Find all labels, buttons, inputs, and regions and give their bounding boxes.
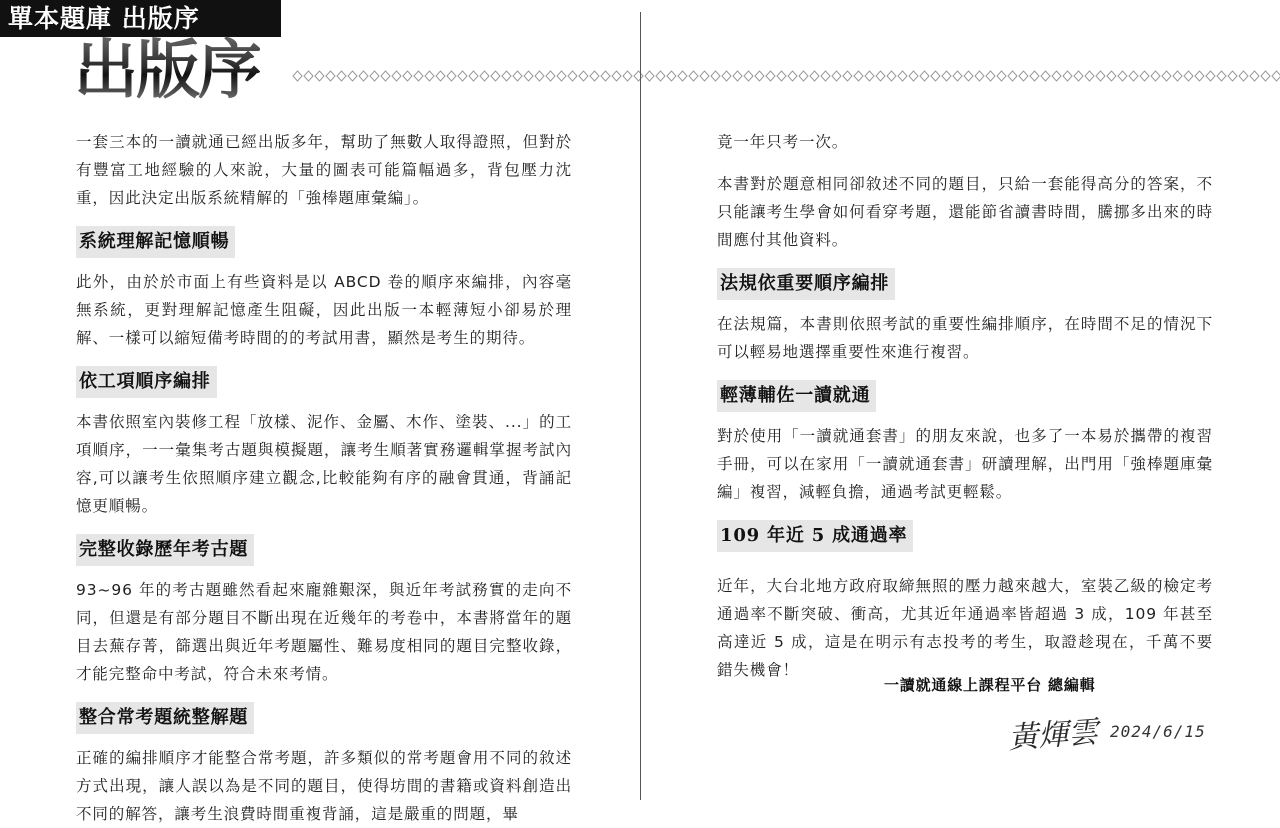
section-body: 93~96 年的考古題雖然看起來龐雜艱深，與近年考試務實的走向不同，但還是有部分題目不斷出現在近幾年的考卷中，本書將當年的題目去蕪存菁，篩選出與近年考題屬性、難易度相同的題目完整收錄，才能完整命中考試，符合未來考情。 [76,581,572,683]
signature-name: 黃煇雲 [1007,714,1100,757]
section-order [76,366,572,520]
section-regulations [717,268,1213,366]
section-body: 近年，大台北地方政府取締無照的壓力越來越大，室裝乙級的檢定考通過率不斷突破、衝高，尤其近年通過率皆超過 3 成，109 年甚至高達近 5 成，這是在明示有志投考的考生，取證趁現在，千萬不要錯失機會！ [717,577,1213,679]
continuation-paragraph: 竟一年只考一次。 [717,133,849,151]
intro-paragraph: 一套三本的一讀就通已經出版多年，幫助了無數人取得證照，但對於有豐富工地經驗的人來說，大量的圖表可能篇幅過多，背包壓力沈重，因此決定出版系統精解的「強棒題庫彙編」。 [76,133,572,207]
intro-paragraph-2: 本書對於題意相同卻敘述不同的題目，只給一套能得高分的答案，不只能讓考生學會如何看穿考題，還能節省讀書時間，騰挪多出來的時間應付其他資料。 [717,175,1213,249]
page-divider [640,12,641,800]
section-body: 在法規篇，本書則依照考試的重要性編排順序，在時間不足的情況下可以輕易地選擇重要性來進行複習。 [717,315,1213,361]
section-integrate [76,702,572,828]
editor-credit: 一讀就通線上課程平台 總編輯 [884,676,1096,694]
section-heading: 系統理解記憶順暢 [76,226,235,258]
decorative-diamond-border [292,68,1280,84]
page-title: 出版序 [74,34,260,108]
section-heading: 輕薄輔佐一讀就通 [717,380,876,412]
section-body: 正確的編排順序才能整合常考題，許多類似的常考題會用不同的敘述方式出現，讓人誤以為是不同的題目，使得坊間的書籍或資料創造出不同的解答，讓考生浪費時間重複背誦，這是嚴重的問題，畢 [76,749,572,823]
section-past-exams [76,534,572,688]
signature-date: 2024/6/15 [1110,722,1206,741]
section-heading: 整合常考題統整解題 [76,702,254,734]
section-heading: 完整收錄歷年考古題 [76,534,254,566]
section-body: 此外，由於於市面上有些資料是以 ABCD 卷的順序來編排，內容毫無系統，更對理解記憶產生阻礙，因此出版一本輕薄短小卻易於理解、一樣可以縮短備考時間的的考試用書，顯然是考生的期待。 [76,273,572,347]
right-column [717,128,1213,684]
section-body: 對於使用「一讀就通套書」的朋友來說，也多了一本易於攜帶的複習手冊，可以在家用「一讀就通套書」研讀理解，出門用「強棒題庫彙編」複習，減輕負擔，通過考試更輕鬆。 [717,427,1213,501]
section-heading: 109 年近 5 成通過率 [717,520,913,552]
section-body: 本書依照室內裝修工程「放樣、泥作、金屬、木作、塗裝、...」的工項順序，一一彙集考古題與模擬題，讓考生順著實務邏輯掌握考試內容,可以讓考生依照順序建立觀念,比較能夠有序的融會貫通，背誦記憶更順暢。 [76,413,572,515]
section-lightweight [717,380,1213,506]
section-systematic [76,226,572,352]
section-heading: 法規依重要順序編排 [717,268,895,300]
section-pass-rate [717,520,1213,684]
section-heading: 依工項順序編排 [76,366,217,398]
left-column [76,128,572,828]
section-tag: 單本題庫 出版序 [0,0,281,37]
